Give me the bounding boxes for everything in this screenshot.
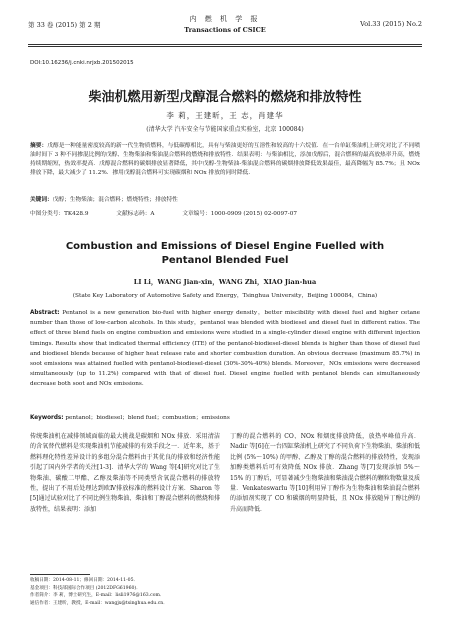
keywords-english <box>30 414 420 423</box>
header-volume-right: Vol.33 (2015) No.2 <box>360 20 422 28</box>
header-journal-en: Transactions of CSICE <box>184 26 266 34</box>
abstract-chinese <box>30 142 420 178</box>
keywords-chinese <box>30 196 420 205</box>
header-rule-bottom <box>28 46 422 47</box>
footnote-fund: 基金项目：科技部国际合作项目 (2012DFG61960)． <box>30 585 141 591</box>
footnote-author: 作者简介：李 莉，博士研究生，E-mail：lisli1976@163.com． <box>30 593 165 598</box>
authors-chinese: 李 莉，王建昕，王 志，肖建华 <box>166 111 284 120</box>
keywords-en-text: pentanol；biodiesel；blend fuel；combustion；emissions <box>63 415 230 421</box>
article-number: 文章编号：1000-0909 (2015) 02-0097-07 <box>182 211 297 217</box>
body-column-left: 传统柴油机在减排领域面临的最大挑战是碳烟和 NOx 排放．采用清洁的含氧替代燃料是实现柴油机节能减排的有效手段之一．近年来，基于燃料理化特性差异设计的多组分混合燃料由于其优良的排放和经济性能引起了国内外学者的关注[1-3]．清华大学的 Wang 等[4]研究对比了生物柴油、碳酸二甲酯、乙醇及柴油等不同类型含氧混合燃料的排放特性，提出了不用后处理达到欧Ⅳ排放标准的燃料设计方案．Sharon 等[5]通过试验对比了不同比例生物柴油、柴油和丁醇混合燃料的燃烧和排放特性，结果表明：添加 <box>30 433 220 513</box>
affiliation-chinese: (清华大学 汽车安全与节能国家重点实验室，北京 100084) <box>146 126 304 133</box>
affiliation-english: (State Key Laboratory of Automotive Safety and Energy，Tsinghua University，Beijing 100084，China) <box>72 293 378 299</box>
abstract-en-text: Pentanol is a new generation bio-fuel with higher energy density，better miscibility with diesel fuel and higher cetane number than those of low-carbon alcohols. In this study，pentanol was blended with biodiesel and diesel fuel in different ratios. The effect of three blend fuels on engine combustion and emissions were studied in a single-cylinder diesel engine with different injection timings. Results show that indicated thermal efficiency (ITE) of the pentanol-biodiesel-diesel blends is higher than those of diesel fuel and biodiesel blends because of higher heat release rate and shorter combustion duration. An obvious decrease (maximum 85.7%) in soot emissions was attained fuelled with pentanol-biodiesel-diesel (30%-30%-40%) blends. Moreover，NOx emissions were decreased simultaneously (up to 11.2%) compared with that of diesel fuel. Diesel engine fuelled with pentanol blends can simultaneously decrease both soot and NOx emissions. <box>30 310 420 388</box>
title-en-line-2: Pentanol Blended Fuel <box>161 255 289 266</box>
title-en-line-1: Combustion and Emissions of Diesel Engine Fuelled with <box>65 241 385 252</box>
footnote <box>30 574 220 607</box>
doi: DOI:10.16236/j.cnki.nrjxb.201502015 <box>30 60 134 66</box>
header-rule-top <box>28 44 422 45</box>
title-chinese: 柴油机燃用新型戊醇混合燃料的燃烧和排放特性 <box>88 90 362 105</box>
classification-row <box>30 208 420 217</box>
title-english <box>0 240 450 268</box>
abstract-cn-text: 戊醇是一种能量密度较高的新一代生物质燃料，与低碳醇相比，具有与柴油更好的互溶性和较高的十六烷值．在一台单缸柴油机上研究对比了不同喷油时间下 3 种不同掺混比例的戊醇、生物柴油和柴油混合燃料的燃烧和排放特性．结果表明：与柴油相比，添加戊醇后，混合燃料的最高放热率升高，燃烧持续期缩短，热效率提高．戊醇混合燃料的碳烟排放显著降低，其中戊醇-生物柴油-柴油混合燃料的碳烟排放降低效果最佳，最高降幅为 85.7%；且 NOx 排放下降，最大减少了 11.2%．掺用戊醇混合燃料可实现碳烟和 NOx 排放的同时降低． <box>30 143 421 176</box>
footnote-received: 收稿日期：2014-08-11；修回日期：2014-11-05． <box>30 578 139 583</box>
keywords-cn-text: 戊醇；生物柴油；混合燃料；燃烧特性；排放特性 <box>52 197 178 203</box>
keywords-en-label: Keywords: <box>30 415 64 421</box>
header-volume-left: 第 33 卷 (2015) 第 2 期 <box>28 21 101 29</box>
abstract-cn-label: 摘要： <box>30 143 48 149</box>
authors-english: LI Li，WANG Jian-xin，WANG Zhi，XIAO Jian-hua <box>133 278 317 286</box>
document-code: 文献标志码：A <box>116 211 155 217</box>
body-column-right: 丁醇的混合燃料的 CO、NOx 和烟度排放降低，放热率峰值升高．Nadir 等[6]在一台四缸柴油机上研究了不同负荷下生物柴油、柴油和低比例 (5%～10%) 的甲醇、乙醇及丁醇的混合燃料的排放特性，发现添加醇类燃料后可有效降低 NOx 排放．Zhang 等[7]发现添加 5%～15% 的丁醇后，可显著减少生物柴油和柴油混合燃料的颗粒物数量及质量．Venkateswarlu 等[10]利用异丁醇作为生物柴油和柴油混合燃料的添加剂实现了 CO 和碳烟的明显降低，且 NOx 排放随异丁醇比例的升高而降低． <box>230 433 420 513</box>
footnote-corresponding: 通信作者：王建昕，教授，E-mail：wangjx@tsinghua.edu.cn． <box>30 600 168 606</box>
abstract-english <box>30 308 420 390</box>
abstract-en-label: Abstract: <box>30 310 60 316</box>
running-header <box>28 8 422 42</box>
footnote-separator <box>30 574 90 575</box>
header-journal-cn: 内 燃 机 学 报 <box>189 15 261 23</box>
keywords-cn-label: 关键词： <box>30 197 53 203</box>
clc-number: 中图分类号：TK428.9 <box>30 211 89 217</box>
